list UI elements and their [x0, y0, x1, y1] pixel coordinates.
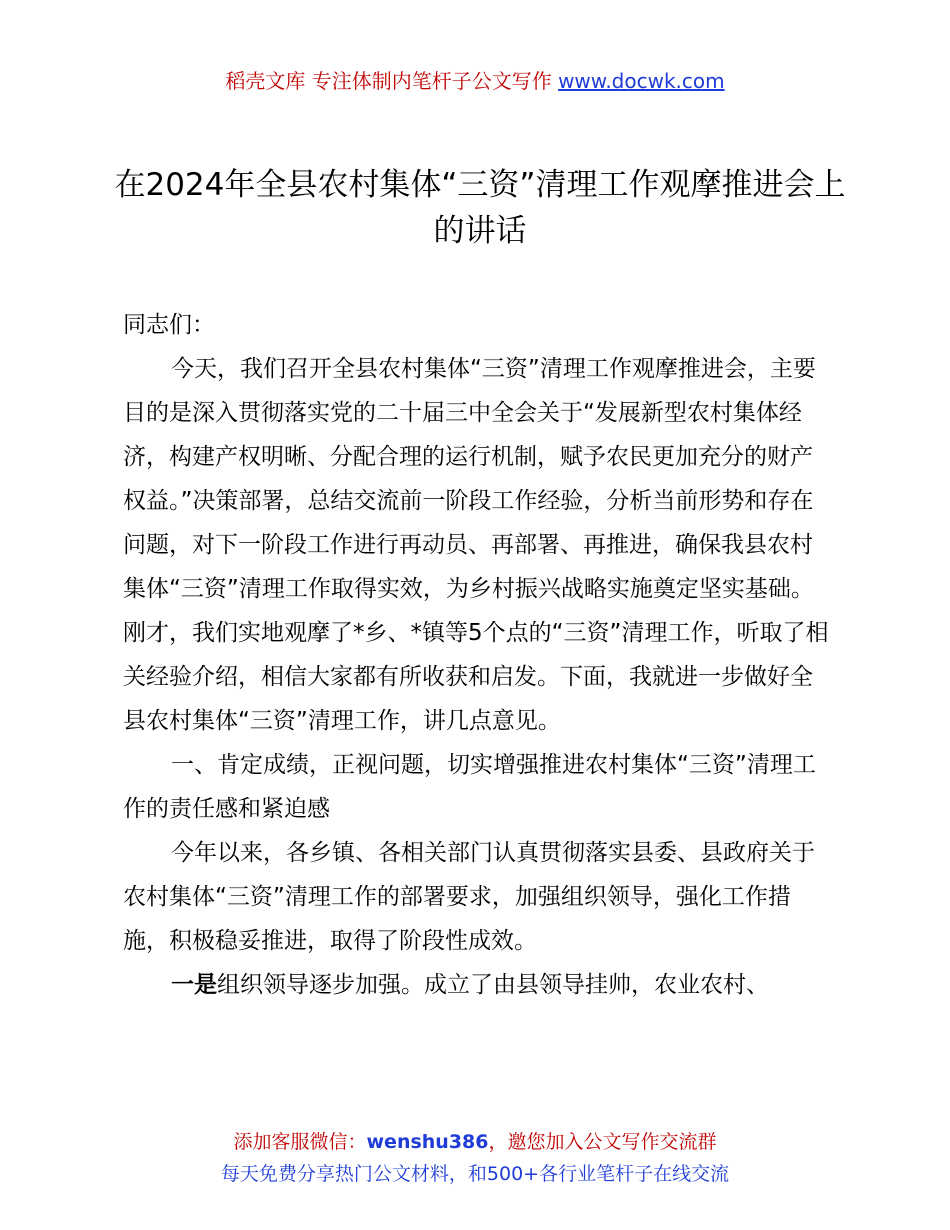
- paragraph-point-1: [123, 963, 835, 1007]
- footer-wechat-prefix: 添加客服微信：: [233, 1131, 367, 1153]
- footer-wechat-id: wenshu386: [366, 1131, 489, 1153]
- document-body: [123, 303, 835, 1007]
- salutation: 同志们：: [123, 312, 215, 338]
- paragraph-intro: 今天，我们召开全县农村集体“三资”清理工作观摩推进会，主要目的是深入贯彻落实党的二十届三中全会关于“发展新型农村集体经济，构建产权明晰、分配合理的运行机制，赋予农民更加充分的财产权益。”决策部署，总结交流前一阶段工作经验，分析当前形势和存在问题，对下一阶段工作进行再动员、再部署、再推进，确保我县农村集体“三资”清理工作取得实效，为乡村振兴战略实施奠定坚实基础。刚才，我们实地观摩了*乡、*镇等5个点的“三资”清理工作，听取了相关经验介绍，相信大家都有所收获和启发。下面，我就进一步做好全县农村集体“三资”清理工作，讲几点意见。: [123, 356, 829, 734]
- page-header: [0, 66, 950, 96]
- section-heading-1: 一、肯定成绩，正视问题，切实增强推进农村集体“三资”清理工作的责任感和紧迫感: [123, 752, 816, 822]
- paragraph-progress: 今年以来，各乡镇、各相关部门认真贯彻落实县委、县政府关于农村集体“三资”清理工作的部署要求，加强组织领导，强化工作措施，积极稳妥推进，取得了阶段性成效。: [123, 840, 815, 954]
- header-brand-text: 稻壳文库 专注体制内笔杆子公文写作: [225, 69, 552, 93]
- document-title: 在2024年全县农村集体“三资”清理工作观摩推进会上的讲话: [114, 167, 846, 249]
- footer-wechat-suffix: ，邀您加入公文写作交流群: [488, 1131, 717, 1153]
- footer-line-1: [0, 1126, 950, 1158]
- header-url-link[interactable]: www.docwk.com: [558, 69, 725, 93]
- page-footer: [0, 1126, 950, 1190]
- point-1-text: 组织领导逐步加强。成立了由县领导挂帅，农业农村、: [217, 972, 769, 998]
- footer-line-2: 每天免费分享热门公文材料，和500+各行业笔杆子在线交流: [220, 1163, 730, 1185]
- point-1-lead: 一是: [171, 972, 217, 998]
